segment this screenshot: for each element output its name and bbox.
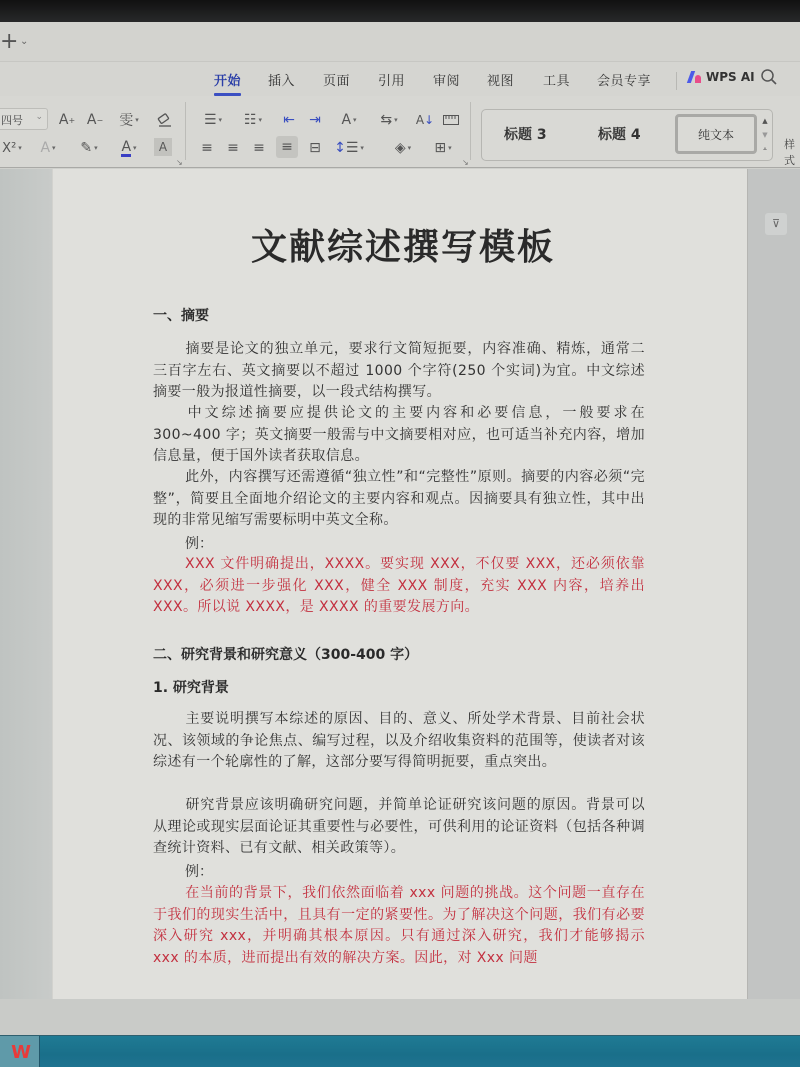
search-icon bbox=[760, 68, 778, 86]
character-spacing-icon[interactable]: A ▾ bbox=[341, 112, 357, 128]
style-plain-text[interactable]: 纯文本 bbox=[675, 114, 757, 154]
paragraph: 此外，内容撰写还需遵循“独立性”和“完整性”原则。摘要的内容必须“完整”，简要且全面地介绍论文的主要内容和观点。因摘要具有独立性，其中出现的非常见缩写需要标明中英文全称。 bbox=[153, 469, 645, 528]
tab-home[interactable]: 开始 bbox=[214, 70, 241, 89]
home-toolbar bbox=[0, 96, 800, 168]
style-gallery bbox=[481, 109, 773, 161]
scroll-down-icon[interactable]: ▼ bbox=[762, 131, 768, 139]
section-heading-abstract: 一、摘要 bbox=[153, 308, 209, 324]
tab-page[interactable]: 页面 bbox=[323, 74, 351, 89]
increase-font-size-icon[interactable]: A + bbox=[58, 112, 76, 128]
chevron-down-icon: ⌄ bbox=[35, 112, 43, 122]
styles-panel-button[interactable]: 样式 bbox=[784, 138, 795, 167]
tab-insert[interactable]: 插入 bbox=[268, 74, 296, 89]
section-heading-background: 二、研究背景和研究意义（300-400 字） bbox=[153, 647, 419, 663]
ribbon-menu bbox=[0, 62, 800, 96]
tab-tools[interactable]: 工具 bbox=[543, 74, 571, 89]
text-direction-icon[interactable]: ⇆ ▾ bbox=[380, 112, 398, 128]
highlight-icon[interactable]: ✎ ▾ bbox=[80, 140, 98, 156]
style-heading-4[interactable]: 标题 4 bbox=[598, 127, 641, 143]
example-paragraph: 在当前的背景下，我们依然面临着 xxx 问题的挑战。这个问题一直存在于我们的现实生活中，且具有一定的紧要性。为了解决这个问题，我们有必要深入研究 xxx，并明确其根本原因。只有通过深入研究，我们才能够揭示 xxx 的本质，进而提出有效的解决方案。因此，对 Xxx 问题 bbox=[153, 885, 645, 966]
wps-ai-logo-icon bbox=[688, 71, 702, 83]
sort-icon[interactable]: A ↓ bbox=[415, 113, 435, 127]
font-dialog-launcher-icon[interactable]: ↘ bbox=[176, 158, 183, 167]
document-title: 文献综述撰写模板 bbox=[250, 227, 555, 268]
font-color-icon[interactable]: A ▾ bbox=[121, 138, 137, 155]
taskbar-wps-button[interactable] bbox=[0, 1036, 40, 1067]
clear-format-icon[interactable] bbox=[154, 110, 176, 130]
text-effect-icon[interactable]: A ▾ bbox=[40, 140, 56, 156]
distributed-align-icon[interactable]: ⊟ bbox=[309, 140, 321, 156]
taskbar bbox=[0, 1035, 800, 1067]
superscript-icon[interactable]: X² ▾ bbox=[2, 140, 22, 156]
left-gutter bbox=[0, 169, 52, 999]
new-tab-button[interactable]: + bbox=[0, 29, 19, 54]
example-label: 例： bbox=[185, 864, 213, 880]
bullet-list-icon[interactable]: ☰ ▾ bbox=[203, 112, 223, 128]
example-label: 例： bbox=[185, 536, 213, 552]
paragraph: 研究背景应该明确研究问题，并简单论证研究该问题的原因。背景可以从理论或现实层面论证其重要性与必要性，可供利用的论证资料（包括各种调查统计资料、已有文献、相关政策等）。 bbox=[153, 797, 645, 856]
document-workspace bbox=[0, 169, 800, 999]
decrease-indent-icon[interactable]: ⇤ bbox=[283, 112, 295, 128]
tab-view[interactable]: 视图 bbox=[487, 74, 515, 89]
toolbar-divider bbox=[185, 102, 186, 160]
decrease-font-size-icon[interactable]: A − bbox=[86, 112, 104, 128]
increase-indent-icon[interactable]: ⇥ bbox=[309, 112, 321, 128]
wps-ai-label: WPS AI bbox=[706, 70, 755, 84]
wps-logo-icon: W bbox=[11, 1041, 28, 1063]
line-spacing-icon[interactable]: ↕ ☰ ▾ bbox=[334, 140, 364, 156]
numbered-list-icon[interactable]: ☷ ▾ bbox=[243, 112, 263, 128]
tab-references[interactable]: 引用 bbox=[378, 74, 406, 89]
subsection-heading: 1. 研究背景 bbox=[153, 680, 229, 696]
example-paragraph: XXX 文件明确提出，XXXX。要实现 XXX，不仅要 XXX，还必须依靠 XXX，必须进一步强化 XXX，健全 XXX 制度，充实 XXX 内容，培养出 XXX。所以说 XXXX，是 XXXX 的重要发展方向。 bbox=[153, 556, 645, 615]
menu-divider bbox=[676, 72, 677, 90]
shading-icon[interactable]: ◈ ▾ bbox=[394, 140, 412, 156]
align-left-icon[interactable]: ≡ bbox=[201, 140, 213, 156]
document-page[interactable] bbox=[52, 169, 748, 999]
scroll-up-icon[interactable]: ▲ bbox=[762, 117, 768, 125]
collapse-panel-icon[interactable]: ⊽ bbox=[765, 213, 787, 235]
monitor-bezel bbox=[0, 0, 800, 24]
right-side-pane bbox=[748, 169, 800, 999]
align-right-icon[interactable]: ≡ bbox=[253, 140, 265, 156]
justify-icon[interactable]: ≡ bbox=[276, 136, 298, 158]
paragraph: 主要说明撰写本综述的原因、目的、意义、所处学术背景、目前社会状况、该领域的争论焦点、编写过程，以及介绍收集资料的范围等，使读者对该综述有一个轮廓性的了解，这部分要写得简明扼要，重点突出。 bbox=[153, 711, 645, 770]
status-bar bbox=[0, 999, 800, 1035]
tab-list-chevron-icon[interactable]: ⌄ bbox=[20, 36, 29, 47]
style-gallery-scroller[interactable] bbox=[760, 114, 770, 156]
font-size-select[interactable] bbox=[0, 108, 48, 130]
paragraph: 中文综述摘要应提供论文的主要内容和必要信息，一般要求在 300~400 字；英文摘要一般需与中文摘要相对应，也可适当补充内容，增加信息量，便于国外读者获取信息。 bbox=[153, 405, 645, 464]
search-button[interactable] bbox=[760, 68, 778, 86]
phonetic-guide-icon[interactable]: 雯 ▾ bbox=[119, 113, 139, 129]
toolbar-divider bbox=[470, 102, 471, 160]
align-center-icon[interactable]: ≡ bbox=[227, 140, 239, 156]
tab-strip bbox=[0, 22, 800, 62]
tab-review[interactable]: 审阅 bbox=[433, 74, 461, 89]
paragraph-dialog-launcher-icon[interactable]: ↘ bbox=[462, 158, 469, 167]
tab-member[interactable]: 会员专享 bbox=[597, 74, 652, 89]
borders-icon[interactable]: ⊞ ▾ bbox=[434, 140, 452, 156]
font-size-value: 四号 bbox=[1, 114, 23, 127]
style-heading-3[interactable]: 标题 3 bbox=[504, 127, 547, 143]
character-shading-icon[interactable]: A bbox=[154, 138, 172, 156]
wps-ai-button[interactable] bbox=[688, 70, 755, 84]
ruler-icon[interactable] bbox=[440, 110, 462, 130]
paragraph: 摘要是论文的独立单元，要求行文简短扼要，内容准确、精炼，通常二三百字左右、英文摘要以不超过 1000 个字符(250 个实词)为宜。中文综述摘要一般为报道性摘要，以一段式结构撰写。 bbox=[153, 341, 645, 400]
expand-gallery-icon[interactable]: ⩡ bbox=[763, 145, 767, 153]
wps-writer-window bbox=[0, 22, 800, 1067]
